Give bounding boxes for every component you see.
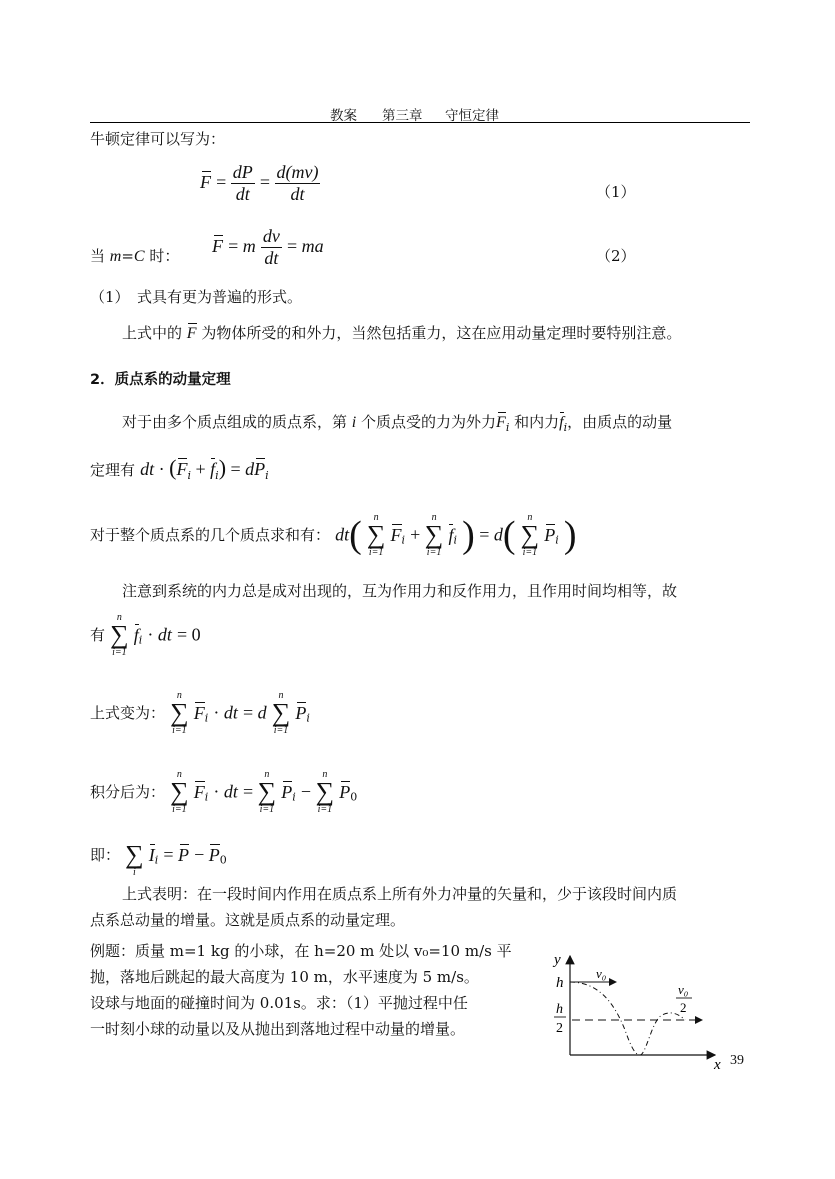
eq2-tag: （2） (596, 247, 636, 265)
h-half-den: 2 (556, 1021, 563, 1036)
v0-half-num: v₀ (678, 982, 689, 997)
example-line-2: 抛，落地后跳起的最大高度为 10 m，水平速度为 5 m/s。 (90, 968, 479, 986)
h-half-num: h (556, 1002, 563, 1017)
example-text (90, 938, 512, 1042)
paragraph-4-line1: 注意到系统的内力总是成对出现的，互为作用力和反作用力，且作用时间均相等，故 (122, 582, 678, 600)
header-title: 守恒定律 (445, 108, 499, 124)
example-line-1: 例题：质量 m=1 kg 的小球，在 h=20 m 处以 v₀=10 m/s 平 (90, 942, 512, 960)
transformed-equation: 上式变为： n ∑ i=1 $F_i$ · dt = d n ∑ i=1 $P_i$ (90, 690, 310, 736)
note-1: （1） 式具有更为普遍的形式。 (90, 288, 303, 306)
eq2-condition: 当 m=C 时： (90, 247, 180, 265)
paragraph-1: 上式中的 F 为物体所受的和外力，当然包括重力，这在应用动量定理时要特别注意。 (122, 324, 682, 342)
impulse-equation: 即： ∑ i $I_i = P - P_0$ (90, 840, 227, 878)
section-2-title: 2．质点系的动量定理 (90, 372, 231, 388)
eq1-tag: （1） (596, 183, 636, 201)
paragraph-2-line1: 对于由多个质点组成的质点系，第 i 个质点受的力为外力$F_i$ 和内力$f_i$，由质点的动量 (122, 413, 673, 434)
paragraph-2-line2: 定理有 dt · $(F_i + f_i) = dP_i$ (90, 455, 269, 482)
header-chapter: 第三章 (382, 108, 423, 124)
example-line-4: 一时刻小球的动量以及从抛出到落地过程中动量的增量。 (90, 1020, 466, 1038)
v0-half-den: 2 (680, 1000, 687, 1015)
eq1-frac1: $\frac{dP}{dt}$ (232, 162, 253, 204)
header-rule (90, 122, 750, 123)
eq2-frac: $\frac{dv}{dt}$ (262, 226, 280, 268)
paragraph-8-line2: 点系总动量的增量。这就是质点系的动量定理。 (90, 911, 406, 929)
eq1-frac2: $\frac{d(mv)}{dt}$ (276, 162, 319, 204)
h-label: h (556, 975, 564, 991)
header-left: 教案 (330, 108, 357, 124)
equation-2: F = m $\frac{dv}{dt}$ = ma (212, 226, 324, 268)
x-label: x (714, 1057, 721, 1070)
paragraph-8-line1: 上式表明：在一段时间内作用在质点系上所有外力冲量的矢量和，少于该段时间内质 (122, 885, 678, 903)
intro-text: 牛顿定律可以写为： (90, 130, 226, 148)
equation-1: F = $\frac{dP}{dt}$ = $\frac{d(mv)}{dt}$ (200, 162, 319, 204)
v0-label: v₀ (596, 966, 607, 981)
projectile-figure (540, 950, 740, 1070)
page-number: 39 (730, 1053, 744, 1068)
trajectory-curve (570, 982, 685, 1055)
eq1-lhs: F (200, 172, 211, 192)
sum-equation: 对于整个质点系的几个质点求和有： dt( n ∑ i=1 $F_i$ + n ∑ i=1 $f_i$ ) = d( n ∑ i=1 $P_i$ ) (90, 512, 577, 558)
integrated-equation: 积分后为： n ∑ i=1 $F_i$ · dt = n ∑ i=1 $P_i$ − n ∑ i=1 $P_0$ (90, 769, 358, 815)
example-line-3: 设球与地面的碰撞时间为 0.01s。求：（1）平抛过程中任 (90, 994, 468, 1012)
internal-force-equation: 有 n ∑ i=1 $f_i$ · dt = 0 (90, 612, 201, 658)
y-label: y (554, 952, 561, 968)
